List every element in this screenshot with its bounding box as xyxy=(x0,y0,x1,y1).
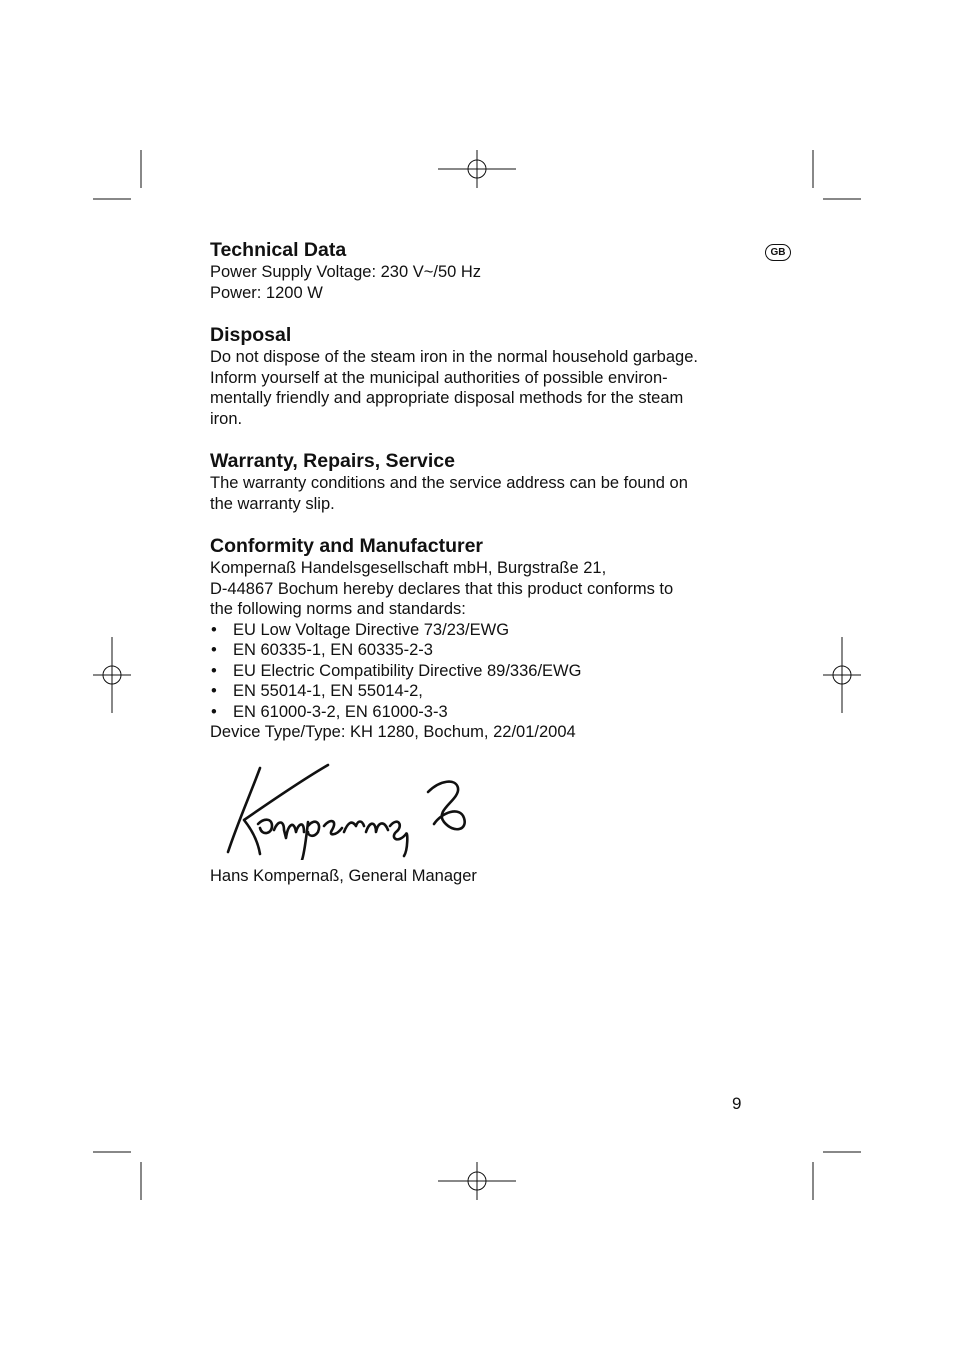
conformity-line: D-44867 Bochum hereby declares that this product conforms to xyxy=(210,579,674,598)
document-body xyxy=(210,238,770,763)
power-line: Power: 1200 W xyxy=(210,283,323,302)
registration-mark-left xyxy=(93,637,131,713)
warranty-line: The warranty conditions and the service address can be found on xyxy=(210,474,688,492)
conformity-section xyxy=(210,534,770,743)
disposal-line: Inform yourself at the municipal authorities of possible environ- xyxy=(210,368,668,387)
page-number: 9 xyxy=(732,1094,742,1113)
disposal-line: mentally friendly and appropriate disposal methods for the steam xyxy=(210,389,684,407)
voltage-line: Power Supply Voltage: 230 V~/50 Hz xyxy=(210,263,482,281)
conformity-line: Kompernaß Handelsgesellschaft mbH, Burgstraße 21, xyxy=(210,559,607,577)
bullet-icon: • xyxy=(211,620,217,639)
bullet-icon: • xyxy=(211,702,217,721)
list-item: • EU Low Voltage Directive 73/23/EWG xyxy=(211,620,510,639)
conformity-heading: Conformity and Manufacturer xyxy=(210,535,484,557)
disposal-section xyxy=(210,323,770,429)
bullet-icon: • xyxy=(211,661,217,680)
warranty-line: the warranty slip. xyxy=(210,494,335,513)
list-item: • EN 61000-3-2, EN 61000-3-3 xyxy=(211,702,448,721)
disposal-heading: Disposal xyxy=(210,324,292,346)
disposal-line: iron. xyxy=(210,409,243,428)
disposal-line: Do not dispose of the steam iron in the normal household garbage. xyxy=(210,348,698,366)
region-badge: GB xyxy=(765,244,791,261)
signature-image xyxy=(222,760,472,860)
signer-name: Hans Kompernaß, General Manager xyxy=(210,867,477,885)
warranty-heading: Warranty, Repairs, Service xyxy=(210,450,455,472)
bullet-icon: • xyxy=(211,641,217,659)
list-item: • EN 60335-1, EN 60335-2-3 xyxy=(211,641,433,659)
list-item: • EN 55014-1, EN 55014-2, xyxy=(211,682,423,700)
warranty-section xyxy=(210,449,770,514)
list-item: • EU Electric Compatibility Directive 89/336/EWG xyxy=(211,661,582,680)
registration-mark-right xyxy=(823,637,861,713)
technical-data-section xyxy=(210,238,770,303)
registration-mark-bottom xyxy=(438,1162,516,1200)
registration-mark-top xyxy=(438,150,516,188)
device-type-line: Device Type/Type: KH 1280, Bochum, 22/01/2004 xyxy=(210,723,576,741)
conformity-line: the following norms and standards: xyxy=(210,600,466,618)
bullet-icon: • xyxy=(211,682,217,700)
standards-list xyxy=(210,620,770,723)
technical-data-heading: Technical Data xyxy=(210,239,347,261)
